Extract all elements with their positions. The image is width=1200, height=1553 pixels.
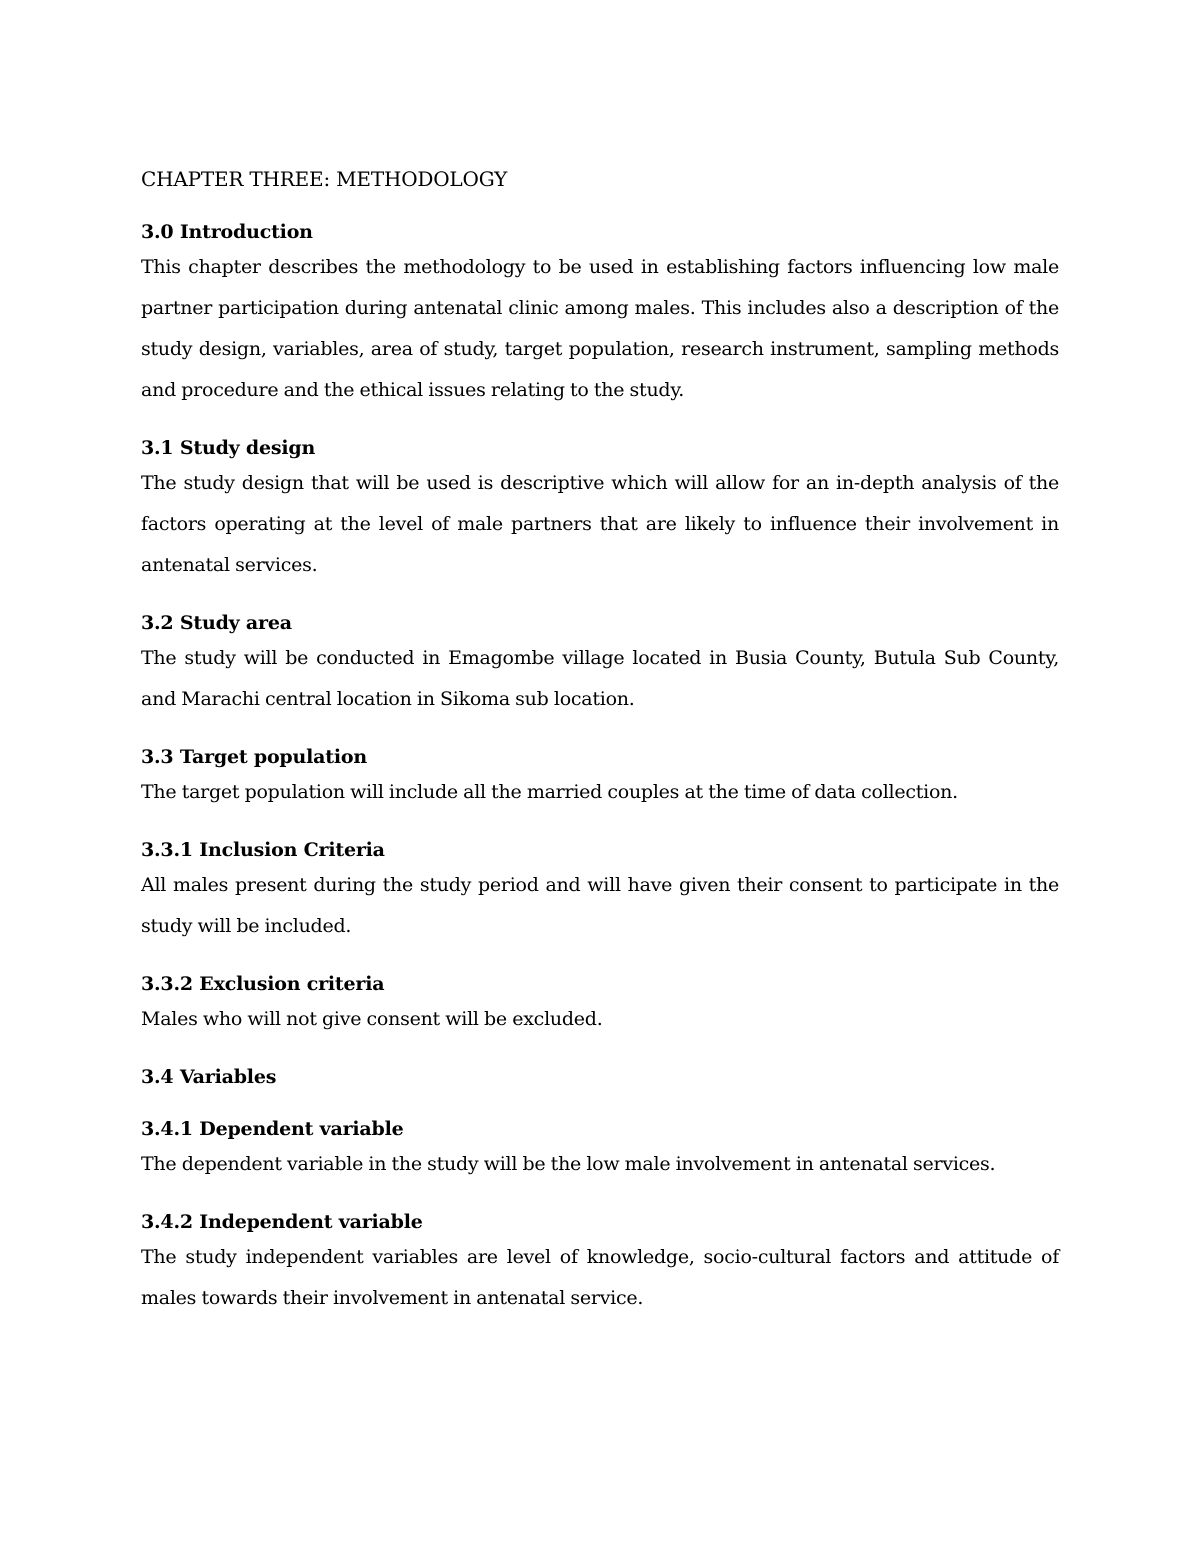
section-inclusion-criteria [141,835,1059,947]
section-heading-introduction: 3.0 Introduction [141,221,313,243]
section-body-inclusion-criteria: All males present during the study period and will have given their consent to participate in the study will be included. [141,874,1059,937]
section-heading-independent-variable: 3.4.2 Independent variable [141,1211,423,1233]
chapter-title: CHAPTER THREE: METHODOLOGY [141,167,508,191]
section-exclusion-criteria [141,969,1059,1040]
section-heading-study-design: 3.1 Study design [141,437,316,459]
section-independent-variable [141,1207,1059,1319]
section-dependent-variable [141,1114,1059,1185]
section-heading-variables: 3.4 Variables [141,1066,277,1088]
section-heading-inclusion-criteria: 3.3.1 Inclusion Criteria [141,839,385,861]
section-body-dependent-variable: The dependent variable in the study will be the low male involvement in antenatal services. [141,1153,996,1175]
section-introduction [141,217,1059,411]
section-heading-exclusion-criteria: 3.3.2 Exclusion criteria [141,973,385,995]
section-body-independent-variable: The study independent variables are level of knowledge, socio-cultural factors and attitude of males towards their involvement in antenatal service. [141,1246,1059,1309]
section-body-introduction: This chapter describes the methodology to be used in establishing factors influencing low male partner participation during antenatal clinic among males. This includes also a description of the study design, variables, area of study, target population, research instrument, sampling methods and procedure and the ethical issues relating to the study. [141,256,1059,401]
section-study-design [141,433,1059,586]
section-study-area [141,608,1059,720]
section-body-study-design: The study design that will be used is descriptive which will allow for an in-depth analysis of the factors operating at the level of male partners that are likely to influence their involvement in antenatal services. [141,472,1059,576]
section-variables [141,1062,1059,1092]
section-body-study-area: The study will be conducted in Emagombe village located in Busia County, Butula Sub County, and Marachi central location in Sikoma sub location. [141,647,1059,710]
section-body-target-population: The target population will include all the married couples at the time of data collection. [141,781,958,803]
section-heading-target-population: 3.3 Target population [141,746,367,768]
section-heading-dependent-variable: 3.4.1 Dependent variable [141,1118,404,1140]
section-heading-study-area: 3.2 Study area [141,612,292,634]
document-page [141,164,1059,1319]
section-body-exclusion-criteria: Males who will not give consent will be excluded. [141,1008,603,1030]
section-target-population [141,742,1059,813]
